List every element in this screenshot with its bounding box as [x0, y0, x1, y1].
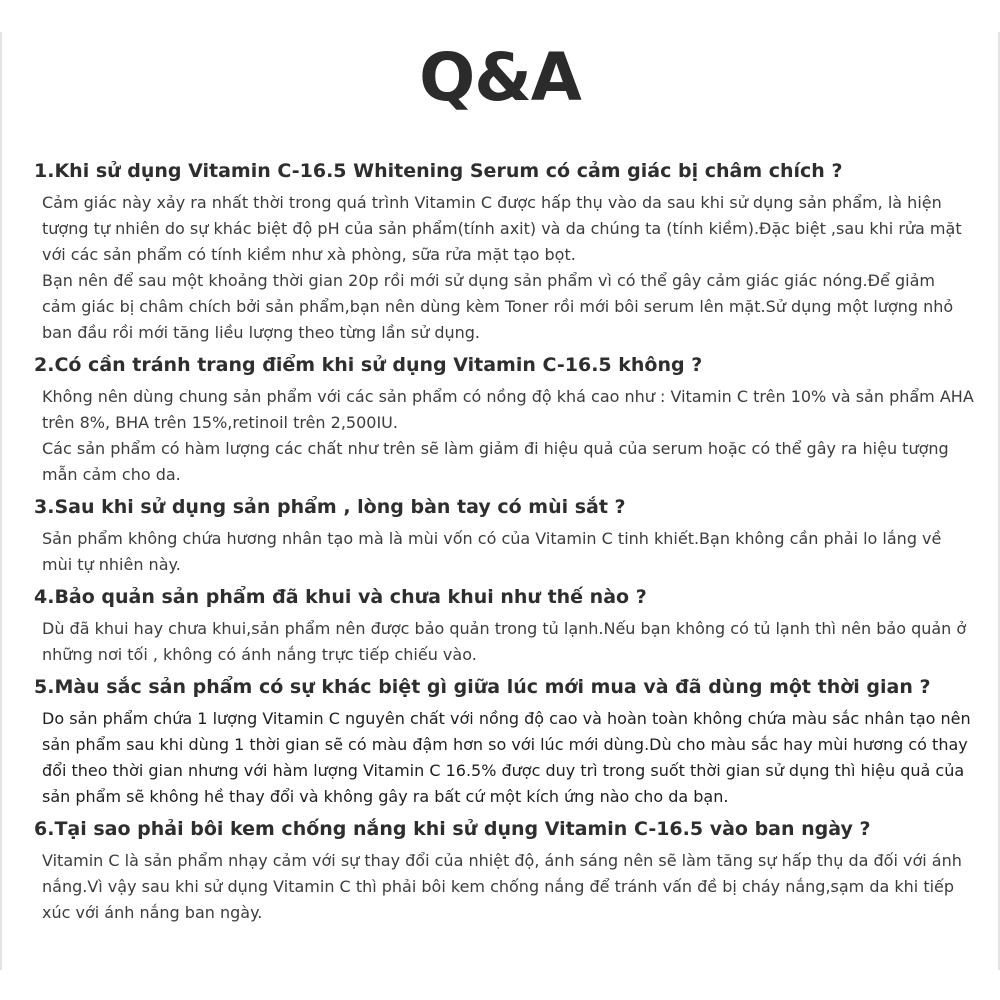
answer-1	[34, 190, 974, 346]
question-6: 6.Tại sao phải bôi kem chống nắng khi sử dụng Vitamin C-16.5 vào ban ngày ?	[34, 818, 871, 840]
answer-2	[34, 384, 974, 488]
answer-2-paragraph-2: Các sản phẩm có hàm lượng các chất như trên sẽ làm giảm đi hiệu quả của serum hoặc có thể gây ra hiệu tượng mẫn cảm cho da.	[42, 439, 949, 484]
answer-1-paragraph-2: Bạn nên để sau một khoảng thời gian 20p rồi mới sử dụng sản phẩm vì có thể gây cảm giác giác nóng.Để giảm cảm giác bị châm chích bởi sản phẩm,bạn nên dùng kèm Toner rồi mới bôi serum lên mặt.Sử dụng một lượng nhỏ ban đầu rồi mới tăng liều lượng theo từng lần sử dụng.	[42, 271, 954, 342]
answer-3	[34, 526, 974, 578]
answer-5	[34, 706, 974, 810]
qa-item-5	[34, 672, 974, 810]
qa-item-3	[34, 492, 974, 578]
question-2: 2.Có cần tránh trang điểm khi sử dụng Vitamin C-16.5 không ?	[34, 354, 703, 376]
answer-2-paragraph-1: Không nên dùng chung sản phẩm với các sản phẩm có nồng độ khá cao như : Vitamin C trên 10% và sản phẩm AHA trên 8%, BHA trên 15%,retinoil trên 2,500IU.	[42, 387, 974, 432]
qa-item-2	[34, 350, 974, 488]
question-4: 4.Bảo quản sản phẩm đã khui và chưa khui như thế nào ?	[34, 586, 647, 608]
left-border	[0, 32, 2, 970]
qa-item-6	[34, 814, 974, 926]
answer-4-paragraph-1: Dù đã khui hay chưa khui,sản phẩm nên được bảo quản trong tủ lạnh.Nếu bạn không có tủ lạnh thì nên bảo quản ở những nơi tối , không có ánh nắng trực tiếp chiếu vào.	[42, 619, 967, 664]
question-5: 5.Màu sắc sản phẩm có sự khác biệt gì giữa lúc mới mua và đã dùng một thời gian ?	[34, 676, 931, 698]
qa-item-1	[34, 156, 974, 346]
qa-list	[34, 156, 974, 926]
answer-4	[34, 616, 974, 668]
answer-5-paragraph-1: Do sản phẩm chứa 1 lượng Vitamin C nguyên chất với nồng độ cao và hoàn toàn không chứa màu sắc nhân tạo nên sản phẩm sau khi dùng 1 thời gian sẽ có màu đậm hơn so với lúc mới dùng.Dù cho màu sắc hay mùi hương có thay đổi theo thời gian nhưng với hàm lượng Vitamin C 16.5% được duy trì trong suốt thời gian sử dụng thì hiệu quả của sản phẩm sẽ không hề thay đổi và không gây ra bất cứ một kích ứng nào cho da bạn.	[42, 709, 971, 806]
question-1: 1.Khi sử dụng Vitamin C-16.5 Whitening Serum có cảm giác bị châm chích ?	[34, 160, 843, 182]
question-3: 3.Sau khi sử dụng sản phẩm , lòng bàn tay có mùi sắt ?	[34, 496, 626, 518]
answer-6	[34, 848, 974, 926]
answer-1-paragraph-1: Cảm giác này xảy ra nhất thời trong quá trình Vitamin C được hấp thụ vào da sau khi sử dụng sản phẩm, là hiện tượng tự nhiên do sự khác biệt độ pH của sản phẩm(tính axit) và da chúng ta (tính kiềm).Đặc biệt ,sau khi rửa mặt với các sản phẩm có tính kiềm như xà phòng, sữa rửa mặt tạo bọt.	[42, 193, 962, 264]
answer-6-paragraph-1: Vitamin C là sản phẩm nhạy cảm với sự thay đổi của nhiệt độ, ánh sáng nên sẽ làm tăng sự hấp thụ da đối với ánh nắng.Vì vậy sau khi sử dụng Vitamin C thì phải bôi kem chống nắng để tránh vấn đề bị cháy nắng,sạm da khi tiếp xúc với ánh nắng ban ngày.	[42, 851, 962, 922]
answer-3-paragraph-1: Sản phẩm không chứa hương nhân tạo mà là mùi vốn có của Vitamin C tinh khiết.Bạn không cần phải lo lắng về mùi tự nhiên này.	[42, 529, 942, 574]
qa-item-4	[34, 582, 974, 668]
page-title: Q&A	[419, 39, 581, 116]
